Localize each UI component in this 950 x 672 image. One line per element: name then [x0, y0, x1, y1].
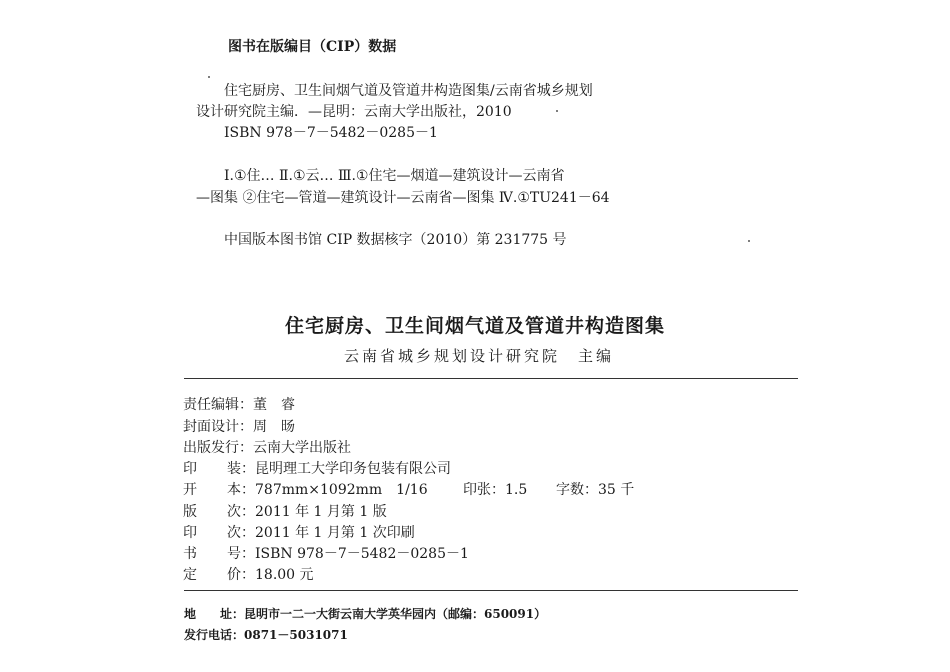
- cip-line-4: Ⅰ.①住… Ⅱ.①云… Ⅲ.①住宅—烟道—建筑设计—云南省: [224, 168, 565, 184]
- printing-label-2: 次：: [227, 525, 255, 541]
- edition-value: 2011 年 1 月第 1 版: [255, 504, 387, 520]
- printing-label-1: 印: [183, 525, 197, 541]
- format-label-1: 开: [183, 482, 197, 498]
- price-label-1: 定: [183, 567, 197, 583]
- row-isbn: [183, 543, 469, 563]
- edition-label-1: 版: [183, 504, 197, 520]
- cip-line-1: 住宅厨房、卫生间烟气道及管道井构造图集/云南省城乡规划: [224, 83, 593, 99]
- responsible-editor-label: 责任编辑：: [183, 397, 253, 413]
- printer-label-2: 装：: [227, 461, 255, 477]
- isbn-value: ISBN 978－7－5482－0285－1: [255, 546, 469, 562]
- scan-speck: [748, 240, 750, 242]
- row-responsible-editor: [183, 394, 295, 414]
- row-printer: [183, 458, 451, 478]
- row-publisher: [183, 437, 351, 457]
- format-label-2: 本：: [227, 482, 255, 498]
- cip-line-2: 设计研究院主编．—昆明：云南大学出版社，2010: [196, 104, 512, 120]
- print-sheets: 印张：1.5: [463, 482, 528, 498]
- price-label-2: 价：: [227, 567, 255, 583]
- word-count: 字数：35 千: [556, 482, 635, 498]
- isbn-label-1: 书: [183, 546, 197, 562]
- row-price: [183, 564, 314, 584]
- responsible-editor-value: 董 睿: [253, 397, 295, 413]
- row-format: [183, 479, 428, 499]
- book-editor: 云南省城乡规划设计研究院 主编: [344, 347, 615, 365]
- cover-design-label: 封面设计：: [183, 419, 253, 435]
- publisher-address: 地 址：昆明市一二一大街云南大学英华园内（邮编：650091）: [184, 607, 547, 621]
- row-cover-design: [183, 416, 295, 436]
- format-value: 787mm×1092mm 1/16: [255, 482, 428, 498]
- book-title: 住宅厨房、卫生间烟气道及管道井构造图集: [284, 315, 665, 337]
- cip-line-6: 中国版本图书馆 CIP 数据核字（2010）第 231775 号: [224, 232, 567, 248]
- bottom-divider: [184, 590, 798, 591]
- cip-heading: 图书在版编目（CIP）数据: [228, 39, 397, 55]
- price-value: 18.00 元: [255, 567, 314, 583]
- cip-line-3: ISBN 978－7－5482－0285－1: [224, 125, 438, 141]
- printer-label-1: 印: [183, 461, 197, 477]
- edition-label-2: 次：: [227, 504, 255, 520]
- publisher-value: 云南大学出版社: [253, 440, 351, 456]
- row-edition: [183, 501, 387, 521]
- publisher-phone: 发行电话：0871－5031071: [184, 628, 348, 642]
- printer-value: 昆明理工大学印务包装有限公司: [255, 461, 451, 477]
- scan-speck: [556, 110, 558, 112]
- cover-design-value: 周 旸: [253, 419, 295, 435]
- isbn-label-2: 号：: [227, 546, 255, 562]
- printing-value: 2011 年 1 月第 1 次印刷: [255, 525, 415, 541]
- top-divider: [184, 378, 798, 379]
- row-printing: [183, 522, 415, 542]
- publisher-label: 出版发行：: [183, 440, 253, 456]
- scan-speck: [208, 76, 210, 78]
- cip-line-5: —图集 ②住宅—管道—建筑设计—云南省—图集 Ⅳ.①TU241－64: [196, 190, 610, 206]
